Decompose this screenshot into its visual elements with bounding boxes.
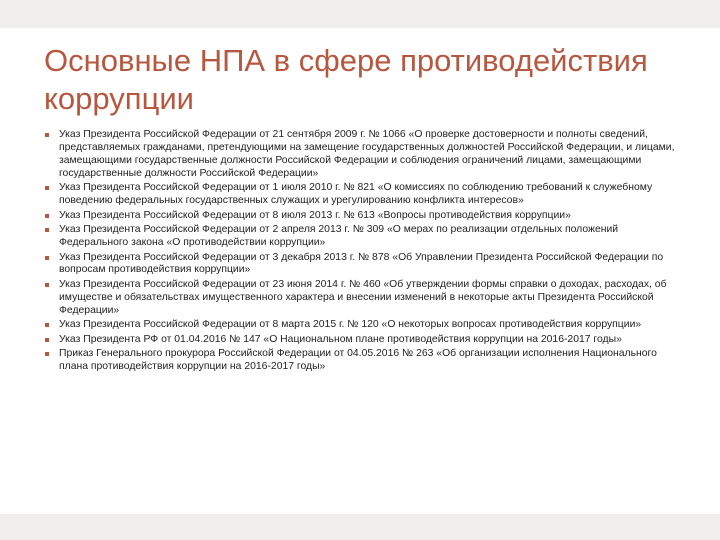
bullet-icon bbox=[45, 186, 49, 190]
bullet-icon bbox=[45, 323, 49, 327]
list-item bbox=[44, 348, 680, 374]
list-item-text: Указ Президента Российской Федерации от 2 апреля 2013 г. № 309 «О мерах по реализации отдельных положений Федерального закона «О противодействии коррупции» bbox=[59, 224, 619, 249]
list-item-text: Указ Президента Российской Федерации от 21 сентября 2009 г. № 1066 «О проверке достоверности и полноты сведений, представляемых гражданами, претендующими на замещение государственных должностей Российской Федерации, и лицами, замещающими государственные должности Российской Федерации и соблюдения ограничений лицами, замещающими государственные должности Российской Федерации» bbox=[59, 129, 675, 179]
list-item bbox=[44, 182, 680, 208]
bullet-icon bbox=[45, 214, 49, 218]
bullet-icon bbox=[45, 133, 49, 137]
slide-content bbox=[44, 129, 680, 376]
list-item bbox=[44, 210, 680, 223]
bottom-band bbox=[0, 514, 720, 540]
top-band bbox=[0, 0, 720, 28]
list-item bbox=[44, 279, 680, 318]
list-item-text: Указ Президента Российской Федерации от 8 марта 2015 г. № 120 «О некоторых вопросах противодействия коррупции» bbox=[59, 319, 642, 331]
list-item bbox=[44, 334, 680, 347]
bullet-icon bbox=[45, 352, 49, 356]
list-item-text: Указ Президента Российской Федерации от 8 июля 2013 г. № 613 «Вопросы противодействия коррупции» bbox=[59, 209, 571, 221]
bullet-icon bbox=[45, 256, 49, 260]
list-item bbox=[44, 252, 680, 278]
list-item bbox=[44, 129, 680, 181]
bullet-icon bbox=[45, 283, 49, 287]
list-item-text: Указ Президента Российской Федерации от 3 декабря 2013 г. № 878 «Об Управлении Президента Российской Федерации по вопросам противодействия коррупции» bbox=[59, 251, 664, 276]
list-item-text: Указ Президента Российской Федерации от 1 июля 2010 г. № 821 «О комиссиях по соблюдению требований к служебному поведению федеральных государственных служащих и урегулированию конфликта интересов» bbox=[59, 182, 653, 207]
list-item-text: Приказ Генерального прокурора Российской Федерации от 04.05.2016 № 263 «Об организации исполнения Национального плана противодействия коррупции на 2016-2017 годы» bbox=[59, 348, 657, 373]
slide-title: Основные НПА в сфере противодействия коррупции bbox=[44, 43, 648, 116]
list-item bbox=[44, 319, 680, 332]
list-item-text: Указ Президента Российской Федерации от 23 июня 2014 г. № 460 «Об утверждении формы справки о доходах, расходах, об имуществе и обязательствах имущественного характера и внесении изменений в некоторые акты Президента Российской Федерации» bbox=[59, 278, 667, 316]
bullet-icon bbox=[45, 338, 49, 342]
list-item bbox=[44, 224, 680, 250]
bullet-icon bbox=[45, 228, 49, 232]
bullet-list bbox=[44, 129, 680, 374]
list-item-text: Указ Президента РФ от 01.04.2016 № 147 «О Национальном плане противодействия коррупции на 2016-2017 годы» bbox=[59, 333, 622, 345]
